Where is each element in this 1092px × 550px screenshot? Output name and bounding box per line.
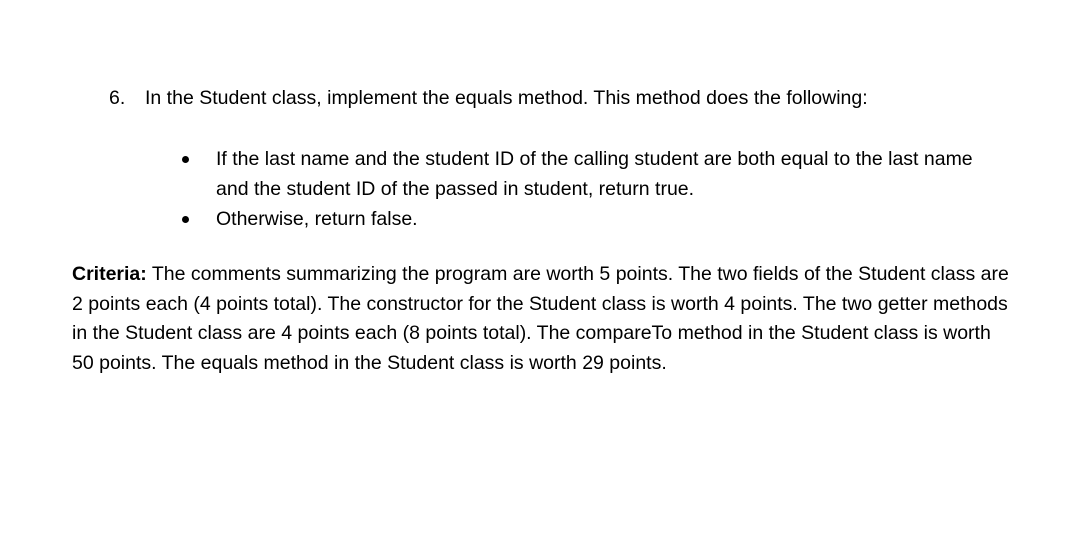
criteria-paragraph [72,260,1012,378]
bullet-icon [182,156,189,163]
requirements-list [180,144,1000,234]
criteria-text: The comments summarizing the program are worth 5 points. The two fields of the Student class are 2 points each (4 points total). The constructor for the Student class is worth 4 points. The two getter methods in the Student class are 4 points each (8 points total). The compareTo method in the Student class is worth 50 points. The equals method in the Student class is worth 29 points. [72,263,1009,374]
bullet-icon [182,216,189,223]
question-text: In the Student class, implement the equals method. This method does the following: [145,87,868,109]
list-item [180,204,1000,234]
list-item [180,144,1000,204]
question-number: 6. [109,87,126,109]
criteria-label: Criteria: [72,263,147,285]
list-item-text: Otherwise, return false. [216,208,418,230]
question-item [109,86,868,110]
list-item-text: If the last name and the student ID of the calling student are both equal to the last name and the student ID of the passed in student, return true. [216,148,973,200]
